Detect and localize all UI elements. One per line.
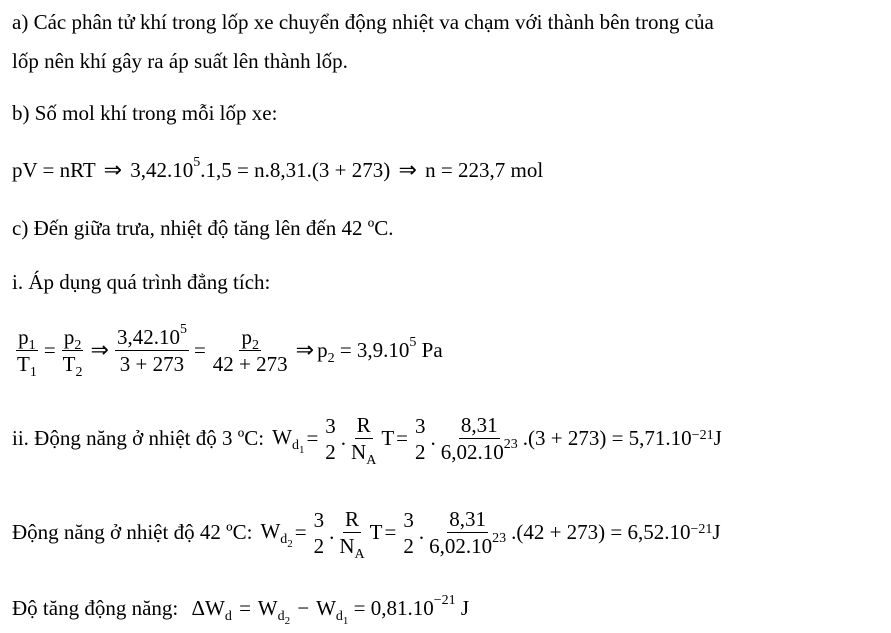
part-c-i-heading: i. Áp dụng quá trình đẳng tích: xyxy=(12,270,271,294)
implies-arrow: ⇒ xyxy=(90,337,109,363)
part-b-heading: b) Số mol khí trong mỗi lốp xe: xyxy=(12,101,278,125)
eq-mid-1: 3,42.10 xyxy=(130,158,194,182)
eq-mid-2: .1,5 = n.8,31.(3 + 273) xyxy=(200,158,391,182)
part-b-equation xyxy=(12,155,544,183)
kinetic-energy-3c: ii. Động năng ở nhiệt độ 3 ºC: $W_{d_1}$ = 3 2 . $\frac{R}{N_A}$ T = 3 2 . $\frac{8,31}{6,02.10^{23}}$ .(3 + 273) = 5,71.10 $^{-21}$ J xyxy=(12,413,722,469)
kinetic-energy-increase: Độ tăng động năng: $\Delta W_d = W_{d_2} - W_{d_1} = 0,81.10^{-21}$ J xyxy=(12,593,470,627)
delta-label: Độ tăng động năng: xyxy=(12,596,179,620)
fraction-constant: $\frac{8,31}{6,02.10^{23}}$ xyxy=(440,413,518,465)
fraction-r-na: $\frac{R}{N_A}$ xyxy=(351,413,377,469)
eq-lhs: pV = nRT xyxy=(12,158,96,182)
kinetic-energy-42c: Động năng ở nhiệt độ 42 ºC: $W_{d_2}$ = 3 2 . $\frac{R}{N_A}$ T = 3 2 . $\frac{8,31}{6,02.10^{23}}$ .(42 + 273) = 6,52.10 $^{-21}$ J xyxy=(12,507,721,563)
pressure-result: $p_2 = 3,9.10^5$ Pa xyxy=(317,335,443,367)
fraction-constant: $\frac{8,31}{6,02.10^{23}}$ xyxy=(429,507,507,559)
part-a-line-1: a) Các phân tử khí trong lốp xe chuyển động nhiệt va chạm với thành bên trong của xyxy=(12,10,714,34)
fraction-p1-t1: $\frac{p_1}{T_1}$ xyxy=(17,325,37,381)
fraction-p2-t2: $\frac{p_2}{T_2}$ xyxy=(62,325,83,381)
implies-arrow: ⇒ xyxy=(295,337,315,363)
isochoric-equation: $\frac{p_1}{T_1}$ = $\frac{p_2}{T_2}$ ⇒ $\frac{3,42.10^5}{3 + 273}$ = $\frac{p_2}{42 + 273}$ ⇒ $p_2 = 3,9.10^5$ Pa xyxy=(17,322,443,381)
fraction-pressure-initial: $\frac{3,42.10^5}{3 + 273}$ xyxy=(116,322,187,377)
ii-label: ii. Động năng ở nhiệt độ 3 ºC: xyxy=(12,426,265,451)
eq-rhs: n = 223,7 mol xyxy=(425,158,544,182)
fraction-r-na: $\frac{R}{N_A}$ xyxy=(339,507,365,563)
fraction-pressure-final: $\frac{p_2}{42 + 273}$ xyxy=(212,325,288,377)
fraction-three-halves: 3 2 xyxy=(403,507,414,558)
eq-mid-1-exp: 5 xyxy=(193,155,201,170)
ii2-label: Động năng ở nhiệt độ 42 ºC: xyxy=(12,520,253,545)
part-a-line-2: lốp nên khí gây ra áp suất lên thành lốp. xyxy=(12,49,348,73)
implies-arrow: ⇒ xyxy=(398,158,417,183)
fraction-three-halves: 3 2 xyxy=(325,413,336,464)
part-c-heading: c) Đến giữa trưa, nhiệt độ tăng lên đến 42 ºC. xyxy=(12,216,394,240)
fraction-three-halves: 3 2 xyxy=(415,413,426,464)
implies-arrow: ⇒ xyxy=(103,158,123,183)
fraction-three-halves: 3 2 xyxy=(313,507,325,558)
